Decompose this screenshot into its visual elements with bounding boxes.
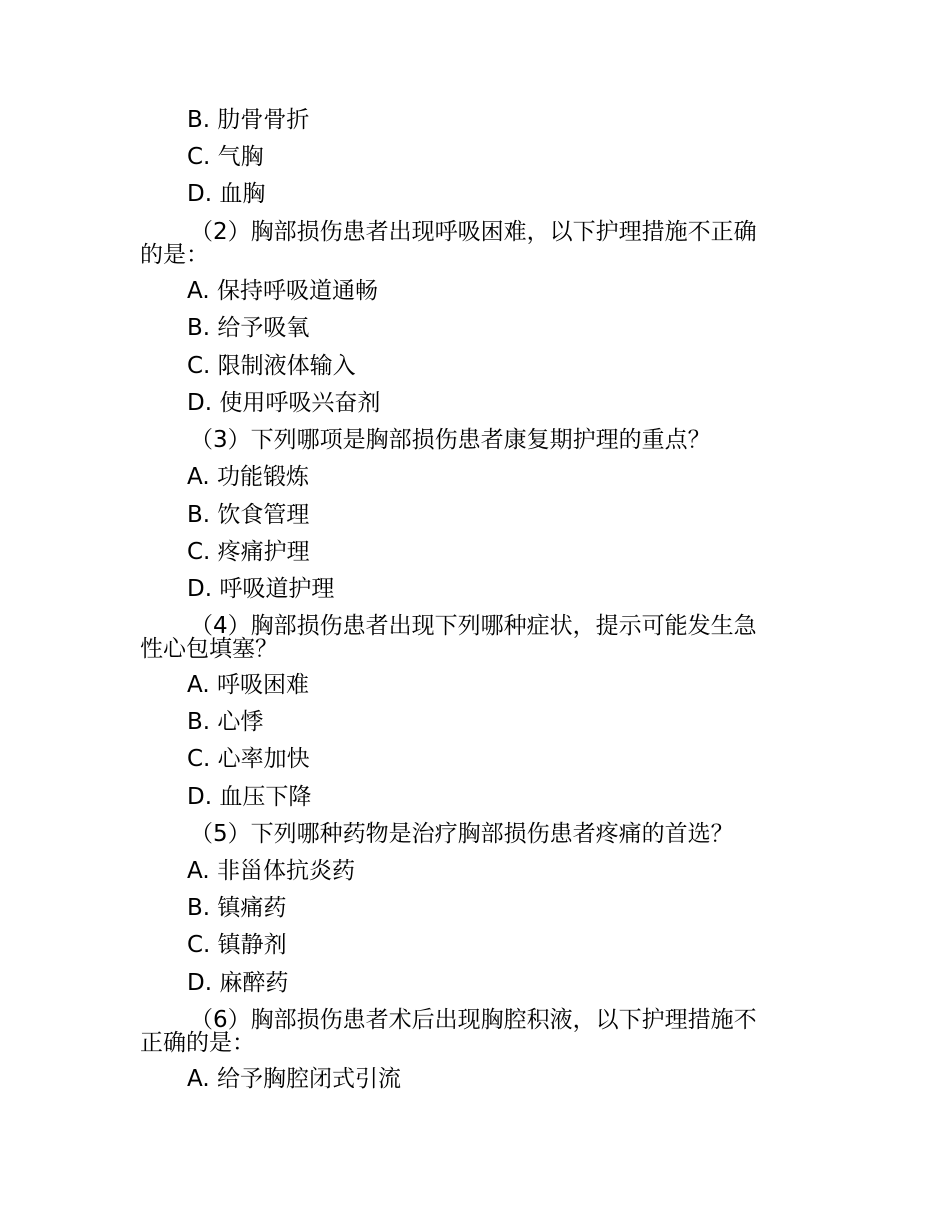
option-b-q3: B. 饮食管理 <box>187 502 310 528</box>
option-d-q5: D. 麻醉药 <box>187 970 289 996</box>
option-a-q4: A. 呼吸困难 <box>187 672 309 698</box>
question-3: （3）下列哪项是胸部损伤患者康复期护理的重点？ <box>190 427 711 453</box>
option-c-q2: C. 限制液体输入 <box>187 353 356 379</box>
question-2-line2: 的是： <box>140 242 209 268</box>
option-a-q3: A. 功能锻炼 <box>187 464 309 490</box>
option-d-q2: D. 使用呼吸兴奋剂 <box>187 390 381 416</box>
question-2-line1: （2）胸部损伤患者出现呼吸困难，以下护理措施不正确 <box>190 219 757 245</box>
option-d-q1: D. 血胸 <box>187 181 266 207</box>
option-c-q5: C. 镇静剂 <box>187 932 287 958</box>
question-6-line1: （6）胸部损伤患者术后出现胸腔积液，以下护理措施不 <box>190 1007 757 1033</box>
option-b-q2: B. 给予吸氧 <box>187 315 310 341</box>
option-c-q4: C. 心率加快 <box>187 746 310 772</box>
question-6-line2: 正确的是： <box>140 1030 255 1056</box>
option-a-q2: A. 保持呼吸道通畅 <box>187 278 378 304</box>
option-b-q5: B. 镇痛药 <box>187 895 287 921</box>
option-d-q3: D. 呼吸道护理 <box>187 576 335 602</box>
option-c-q3: C. 疼痛护理 <box>187 539 310 565</box>
option-a-q5: A. 非甾体抗炎药 <box>187 858 355 884</box>
option-c-q1: C. 气胸 <box>187 144 264 170</box>
question-4-line1: （4）胸部损伤患者出现下列哪种症状，提示可能发生急 <box>190 613 757 639</box>
question-5: （5）下列哪种药物是治疗胸部损伤患者疼痛的首选？ <box>190 821 734 847</box>
option-a-q6: A. 给予胸腔闭式引流 <box>187 1066 401 1092</box>
option-b-q1: B. 肋骨骨折 <box>187 107 310 133</box>
option-d-q4: D. 血压下降 <box>187 784 312 810</box>
option-b-q4: B. 心悸 <box>187 709 264 735</box>
question-4-line2: 性心包填塞？ <box>140 636 278 662</box>
